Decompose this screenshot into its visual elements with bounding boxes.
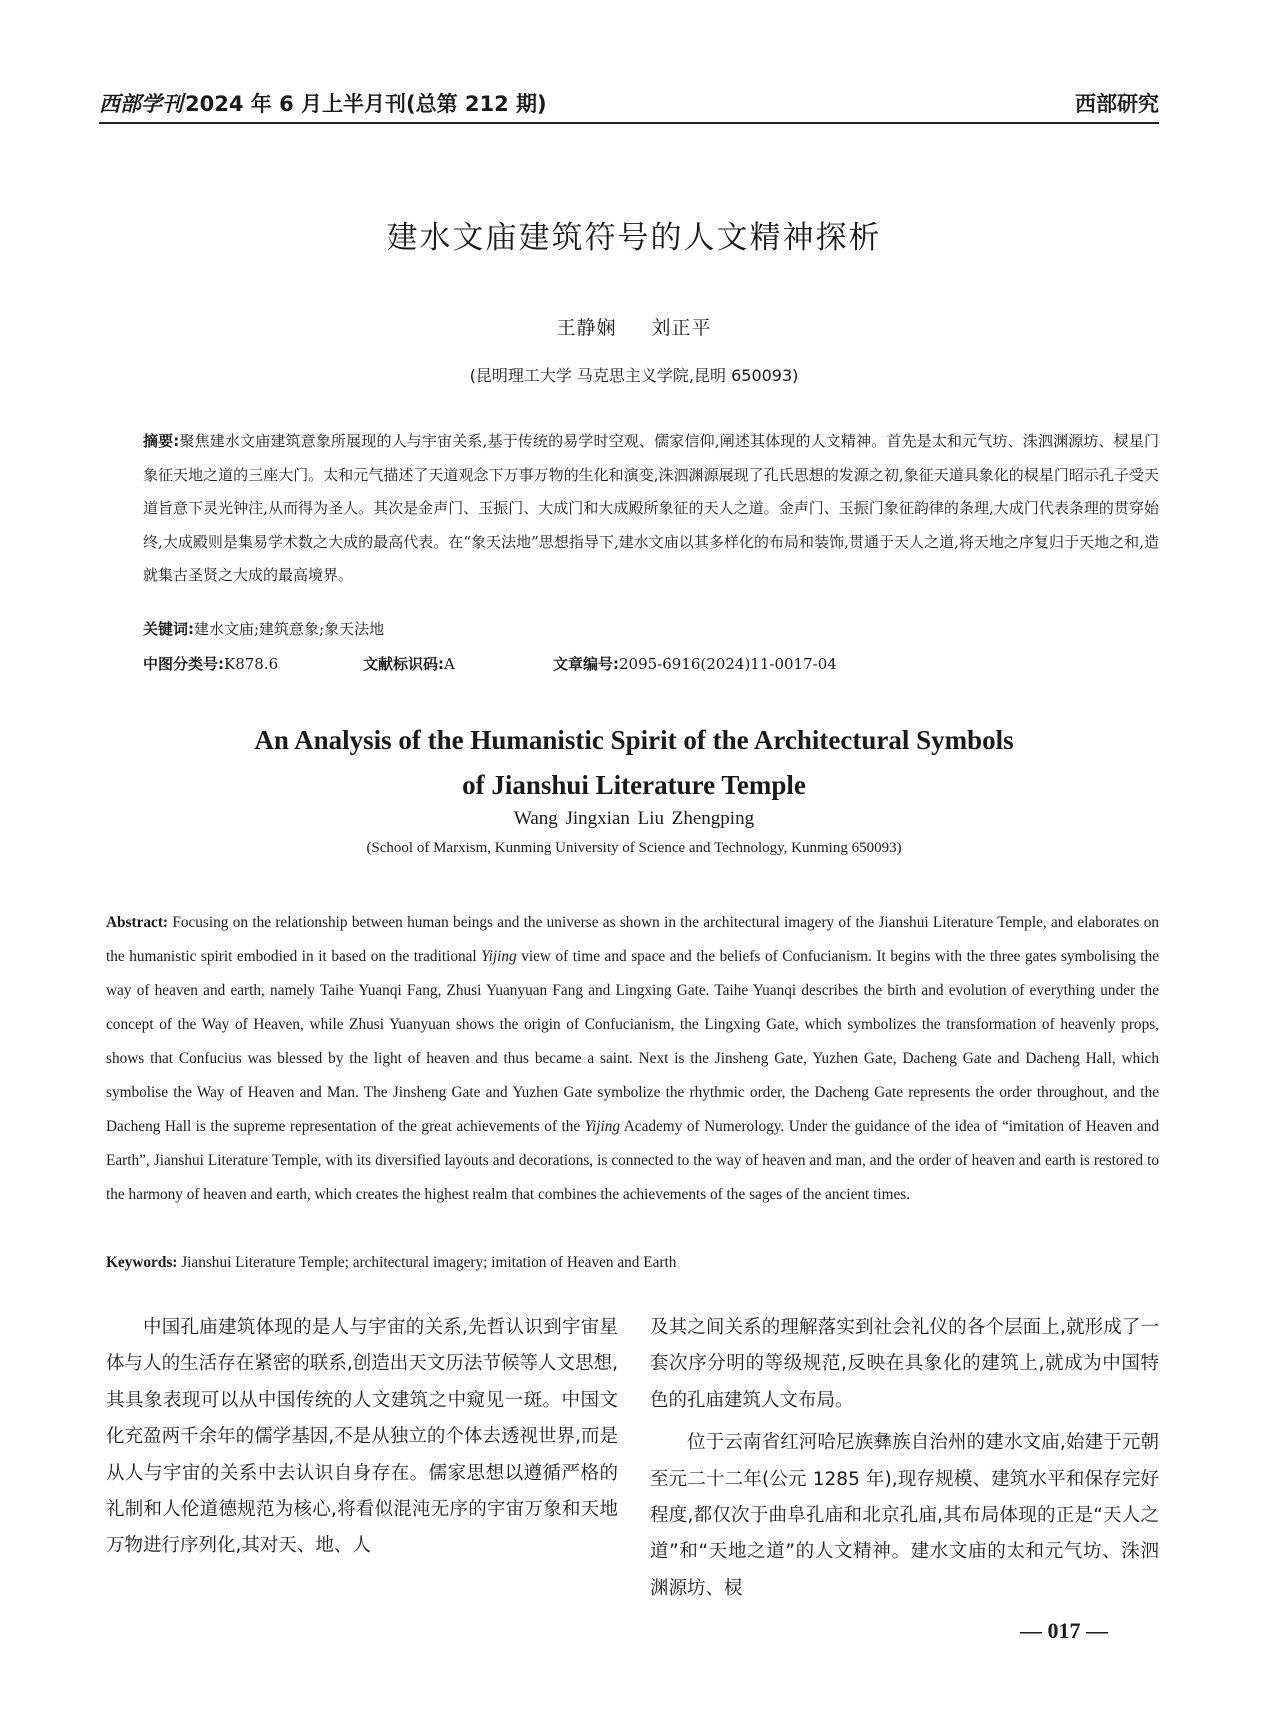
body-column-right bbox=[650, 1310, 1159, 1607]
title-en-line1: An Analysis of the Humanistic Spirit of the Architectural Symbols bbox=[254, 725, 1014, 755]
body-paragraph: 位于云南省红河哈尼族彝族自治州的建水文庙,始建于元朝至元二十二年(公元 1285 年),现存规模、建筑水平和保存完好程度,都仅次于曲阜孔庙和北京孔庙,其布局体现的正是“天人之道”和“天地之道”的人文精神。建水文庙的太和元气坊、洙泗渊源坊、棂 bbox=[650, 1432, 1159, 1599]
title-en-line2: of Jianshui Literature Temple bbox=[462, 770, 806, 800]
authors-en: Wang Jingxian Liu Zhengping bbox=[513, 808, 755, 829]
article-number: 文章编号:2095-6916(2024)11-0017-04 bbox=[553, 655, 837, 673]
clc-number: 中图分类号:K878.6 bbox=[143, 655, 279, 673]
abstract-en: Abstract: Focusing on the relationship between human beings and the universe as shown in the architectural imagery of the Jianshui Literature Temple, and elaborates on the humanistic spirit embodied in it based on the traditional Yijing view of time and space and the beliefs of Confucianism. It begins with the three gates symbolising the way of heaven and earth, namely Taihe Yuanqi Fang, Zhusi Yuanyuan Fang and Lingxing Gate. Taihe Yuanqi describes the birth and evolution of everything under the concept of the Way of Heaven, while Zhusi Yuanyuan shows the origin of Confucianism, the Lingxing Gate, which symbolizes the transformation of heavenly props, shows that Confucius was blessed by the light of heaven and thus became a saint. Next is the Jinsheng Gate, Yuzhen Gate, Dacheng Gate and Dacheng Hall, which symbolise the Way of Heaven and Man. The Jinsheng Gate and Yuzhen Gate symbolize the rhythmic order, the Dacheng Gate represents the order throughout, and the Dacheng Hall is the supreme representation of the great achievements of the Yijing Academy of Numerology. Under the guidance of the idea of “imitation of Heaven and Earth”, Jianshui Literature Temple, with its diversified layouts and decorations, is connected to the way of heaven and man, and the order of heaven and earth is restored to the harmony of heaven and earth, which creates the highest realm that combines the achievements of the sages of the ancient times. bbox=[106, 914, 1159, 1203]
keywords-zh-label: 关键词: bbox=[143, 620, 194, 638]
running-header bbox=[99, 88, 1159, 120]
keywords-en-text: Jianshui Literature Temple; architectural imagery; imitation of Heaven and Earth bbox=[177, 1254, 677, 1271]
keywords-zh bbox=[143, 618, 384, 639]
title-zh: 建水文庙建筑符号的人文精神探析 bbox=[386, 220, 882, 256]
title-en bbox=[0, 718, 1268, 808]
issue-info: 2024 年 6 月上半月刊(总第 212 期) bbox=[185, 92, 547, 116]
body-paragraph: 及其之间关系的理解落实到社会礼仪的各个层面上,就形成了一套次序分明的等级规范,反映在具象化的建筑上,就成为中国特色的孔庙建筑人文布局。 bbox=[650, 1317, 1159, 1411]
keywords-en bbox=[106, 1254, 676, 1272]
section-name: 西部研究 bbox=[1075, 92, 1159, 116]
abstract-zh-label: 摘要: bbox=[143, 432, 180, 450]
abstract-zh bbox=[143, 425, 1159, 593]
journal-name: 西部学刊 bbox=[99, 91, 183, 116]
affiliation-zh: (昆明理工大学 马克思主义学院,昆明 650093) bbox=[469, 366, 799, 385]
keywords-en-label: Keywords: bbox=[106, 1254, 178, 1271]
document-code: 文献标识码:A bbox=[363, 655, 455, 673]
header-rule bbox=[99, 122, 1159, 124]
body-paragraph: 中国孔庙建筑体现的是人与宇宙的关系,先哲认识到宇宙星体与人的生活存在紧密的联系,创造出天文历法节候等人文思想,其具象表现可以从中国传统的人文建筑之中窥见一斑。中国文化充盈两千余年的儒学基因,不是从独立的个体去透视世界,而是从人与宇宙的关系中去认识自身存在。儒家思想以遵循严格的礼制和人伦道德规范为核心,将看似混沌无序的宇宙万象和天地万物进行序列化,其对天、地、人 bbox=[106, 1317, 618, 1557]
keywords-zh-text: 建水文庙;建筑意象;象天法地 bbox=[194, 620, 385, 638]
authors-zh: 王静娴 刘正平 bbox=[556, 317, 712, 339]
abstract-zh-text: 聚焦建水文庙建筑意象所展现的人与宇宙关系,基于传统的易学时空观、儒家信仰,阐述其体现的人文精神。首先是太和元气坊、洙泗渊源坊、棂星门象征天地之道的三座大门。太和元气描述了天道观念下万事万物的生化和演变,洙泗渊源展现了孔氏思想的发源之初,象征天道具象化的棂星门昭示孔子受天道旨意下灵光钟注,从而得为圣人。其次是金声门、玉振门、大成门和大成殿所象征的天人之道。金声门、玉振门象征韵律的条理,大成门代表条理的贯穿始终,大成殿则是集易学术数之大成的最高代表。在“象天法地”思想指导下,建水文庙以其多样化的布局和装饰,贯通于天人之道,将天地之序复归于天地之和,造就集古圣贤之大成的最高境界。 bbox=[143, 432, 1160, 584]
affiliation-en: (School of Marxism, Kunming University of Science and Technology, Kunming 650093) bbox=[366, 840, 902, 856]
body-column-left bbox=[106, 1310, 618, 1565]
header-journal-issue bbox=[99, 88, 547, 118]
abstract-en-label: Abstract: bbox=[106, 914, 169, 931]
page-number: — 017 — bbox=[1020, 1618, 1108, 1643]
classification-row bbox=[143, 653, 1159, 674]
